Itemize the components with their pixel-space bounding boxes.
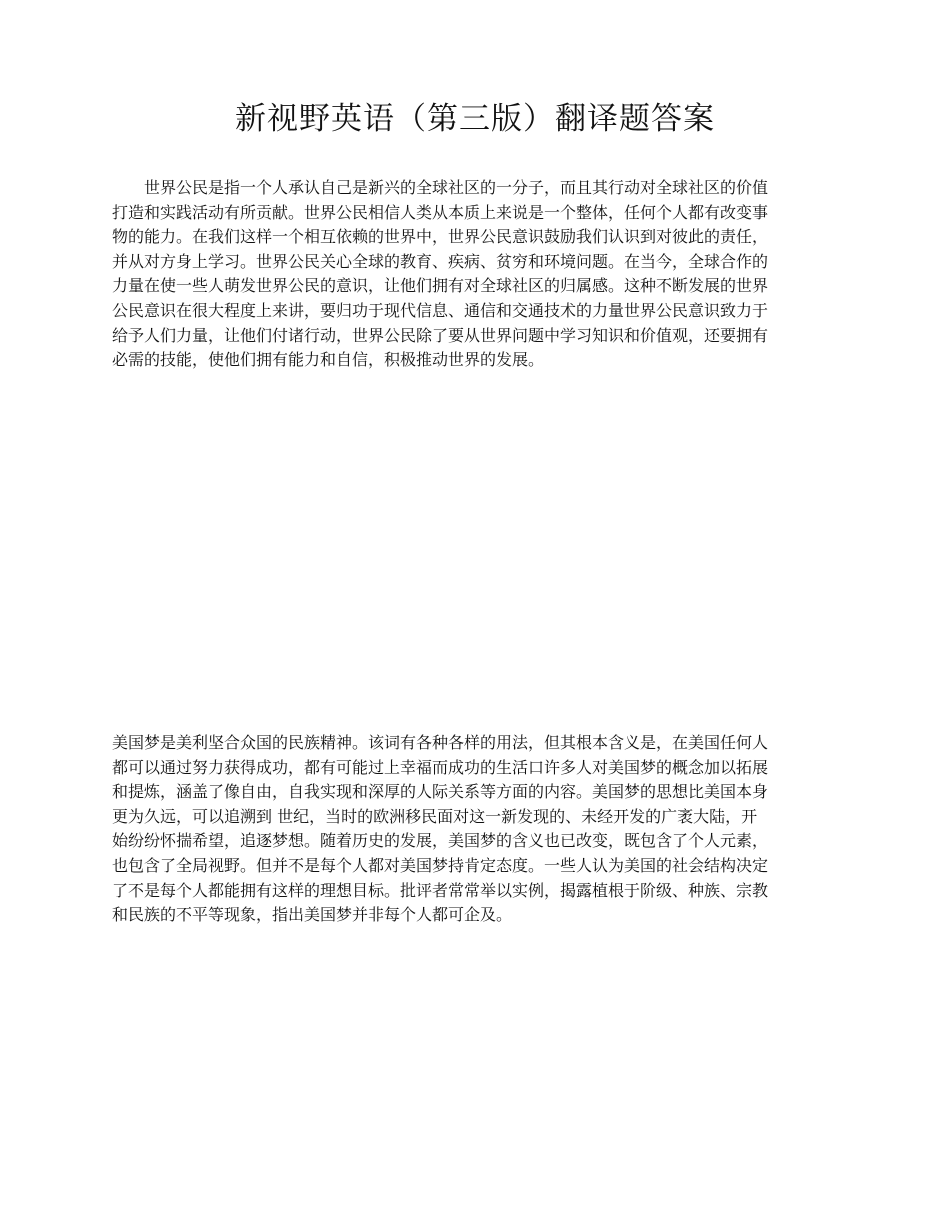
paragraph-line: 给予人们力量，让他们付诸行动，世界公民除了要从世界问题中学习知识和价值观，还要拥有 [112, 325, 769, 345]
paragraph-line: 和提炼，涵盖了像自由，自我实现和深厚的人际关系等方面的内容。美国梦的思想比美国本身 [112, 782, 769, 802]
paragraph-line: 打造和实践活动有所贡献。世界公民相信人类从本质上来说是一个整体，任何个人都有改变事 [112, 202, 769, 222]
document-title: 新视野英语（第三版）翻译题答案 [235, 101, 715, 137]
paragraph-line: 了不是每个人都能拥有这样的理想目标。批评者常常举以实例，揭露植根于阶级、种族、宗教 [112, 880, 769, 900]
paragraph-line: 力量在使一些人萌发世界公民的意识，让他们拥有对全球社区的归属感。这种不断发展的世界 [112, 276, 769, 296]
paragraph-line: 和民族的不平等现象，指出美国梦并非每个人都可企及。 [112, 905, 513, 925]
paragraph-line: 并从对方身上学习。世界公民关心全球的教育、疾病、贫穷和环境问题。在当今，全球合作的 [112, 251, 769, 271]
paragraph-line: 必需的技能，使他们拥有能力和自信，积极推动世界的发展。 [112, 350, 545, 370]
paragraph-line: 物的能力。在我们这样一个相互依赖的世界中，世界公民意识鼓励我们认识到对彼此的责任， [112, 227, 769, 247]
paragraph-line: 世界公民是指一个人承认自己是新兴的全球社区的一分子，而且其行动对全球社区的价值 [144, 178, 769, 197]
paragraph-line: 也包含了全局视野。但并不是每个人都对美国梦持肯定态度。一些人认为美国的社会结构决定 [112, 855, 769, 875]
paragraph-line: 始纷纷怀揣希望，追逐梦想。随着历史的发展，美国梦的含义也已改变，既包含了个人元素， [112, 831, 769, 851]
paragraph-line: 更为久远，可以追溯到 世纪，当时的欧洲移民面对这一新发现的、未经开发的广袤大陆，开 [112, 806, 758, 826]
paragraph-global-citizen [112, 176, 856, 373]
paragraph-american-dream [112, 731, 856, 928]
paragraph-line: 美国梦是美利坚合众国的民族精神。该词有各种各样的用法，但其根本含义是，在美国任何人 [112, 733, 769, 752]
paragraph-line: 公民意识在很大程度上来讲，要归功于现代信息、通信和交通技术的力量世界公民意识致力于 [112, 300, 769, 320]
paragraph-line: 都可以通过努力获得成功，都有可能过上幸福而成功的生活口许多人对美国梦的概念加以拓展 [112, 757, 769, 777]
